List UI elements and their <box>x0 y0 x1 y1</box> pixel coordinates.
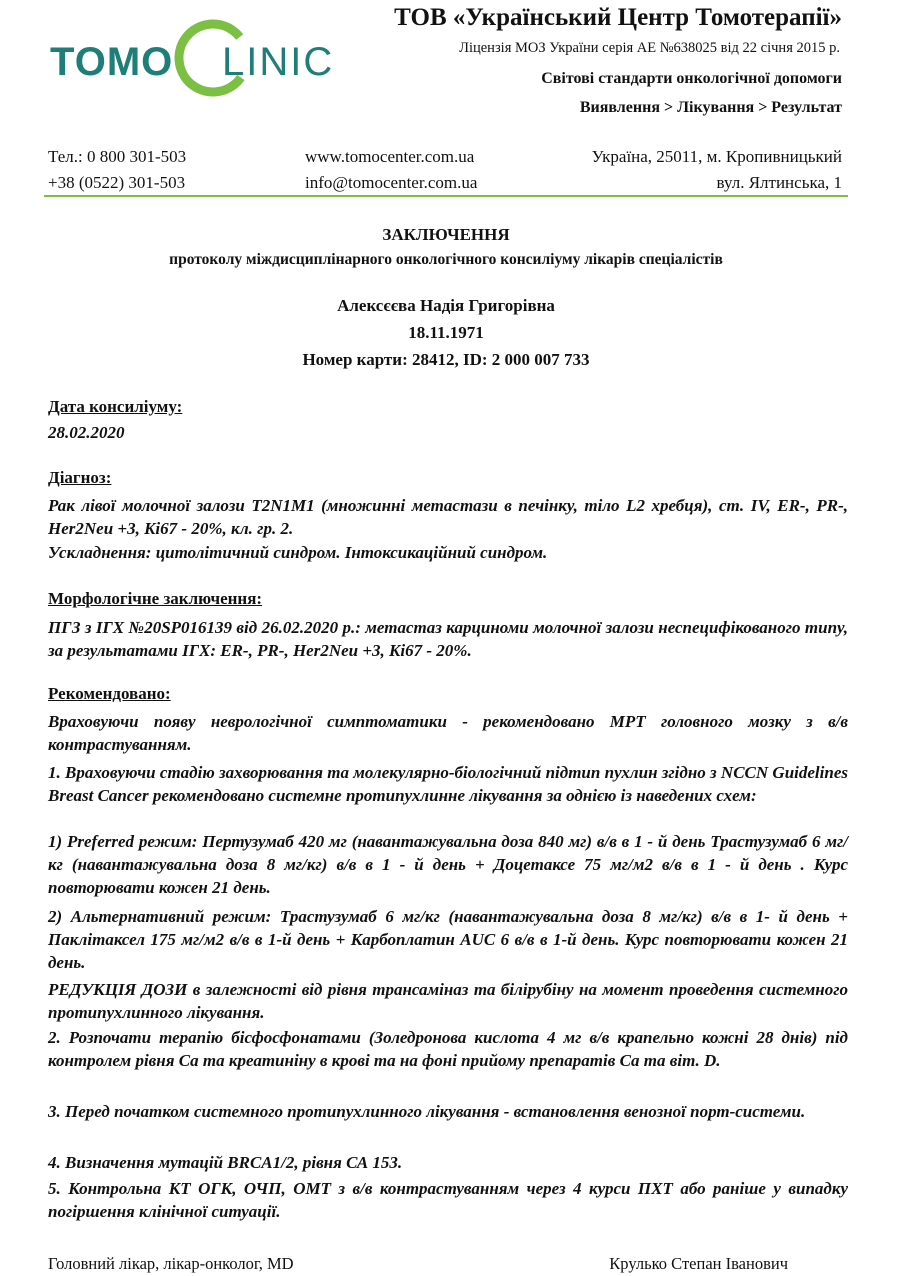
recommendation-item: 3. Перед початком системного протипухлинного лікування - встановлення венозної порт-системи. <box>48 1102 806 1121</box>
patient-card: Номер карти: 28412, ID: 2 000 007 733 <box>302 350 590 369</box>
signature-name: Крулько Степан Іванович <box>609 1254 788 1273</box>
complications-text: Ускладнення: цитолітичний синдром. Інтоксикаційний синдром. <box>48 543 548 562</box>
logo-text-left: TOMO <box>50 40 174 84</box>
address-line-1: Україна, 25011, м. Кропивницький <box>591 147 842 166</box>
diagnosis-text: Рак лівої молочної залози T2N1M1 (множинні метастази в печінку, тіло L2 хребця), ст. IV, ER-, PR-, Her2Neu +3, Ki67 - 20%, кл. гр. 2. <box>48 496 848 538</box>
website-link[interactable]: www.tomocenter.com.ua <box>305 147 475 166</box>
date-value: 28.02.2020 <box>48 423 125 442</box>
phone-secondary: +38 (0522) 301-503 <box>48 173 186 192</box>
recommendations-heading: Рекомендовано: <box>48 684 171 703</box>
document-subtitle: протоколу міждисциплінарного онкологічного консиліуму лікарів спеціалістів <box>169 251 723 268</box>
recommendation-item: Враховуючи появу неврологічної симптоматики - рекомендовано МРТ головного мозку з в/в контрастуванням. <box>48 712 848 754</box>
header-divider <box>44 195 848 197</box>
email-link[interactable]: info@tomocenter.com.ua <box>305 173 478 192</box>
date-heading: Дата консиліуму: <box>48 397 183 416</box>
recommendation-item: 2) Альтернативний режим: Трастузумаб 6 мг/кг (навантажувальна доза 8 мг/кг) в/в в 1- й день + Паклітаксел 175 мг/м2 в/в в 1-й день + Карбоплатин AUC 6 в/в в 1-й день. Курс повторювати кожен 21 день. <box>48 907 848 972</box>
patient-birth-date: 18.11.1971 <box>408 323 484 342</box>
steps-text: Виявлення > Лікування > Результат <box>579 99 842 116</box>
phone-primary: Тел.: 0 800 301-503 <box>48 147 187 166</box>
logo-text-right: LINIC <box>222 40 335 84</box>
recommendation-item: 4. Визначення мутацій BRCA1/2, рівня СА 153. <box>48 1153 403 1172</box>
address-line-2: вул. Ялтинська, 1 <box>716 173 842 192</box>
tomoclinic-logo <box>50 18 335 100</box>
document-title: ЗАКЛЮЧЕННЯ <box>382 225 510 244</box>
company-name: ТОВ «Український Центр Томотерапії» <box>394 4 842 31</box>
morphology-text: ПГЗ з ІГХ №20SP016139 від 26.02.2020 р.: метастаз карциноми молочної залози неспецифікованого типу, за результатами ІГХ: ER-, PR-, Her2Neu +3, Ki67 - 20%. <box>48 618 848 660</box>
recommendation-item: 1) Preferred режим: Пертузумаб 420 мг (навантажувальна доза 840 мг) в/в в 1 - й день Трастузумаб 6 мг/кг (навантажувальна доза 8 мг/кг) в/в в 1 - й день + Доцетаксе 75 мг/м2 в/в в 1 - й день . Курс повторювати кожен 21 день. <box>48 832 848 897</box>
recommendation-item: 1. Враховуючи стадію захворювання та молекулярно-біологічний підтип пухлин згідно з NCCN Guidelines Breast Cancer рекомендовано системне протипухлинне лікування за однією із наведених схем: <box>48 763 848 805</box>
recommendation-item: 2. Розпочати терапію бісфосфонатами (Золедронова кислота 4 мг в/в крапельно кожні 28 днів) під контролем рівня Са та креатиніну в крові та на фоні прийому препаратів Са та віт. D. <box>48 1028 848 1070</box>
signature-role: Головний лікар, лікар-онколог, MD <box>48 1254 294 1273</box>
patient-name: Алексєєва Надія Григорівна <box>337 296 555 315</box>
license-text: Ліцензія МОЗ України серія АЕ №638025 від 22 січня 2015 р. <box>459 40 840 56</box>
recommendation-item: РЕДУКЦІЯ ДОЗИ в залежності від рівня трансаміназ та білірубіну на момент проведення системного протипухлинного лікування. <box>48 980 848 1022</box>
recommendation-item: 5. Контрольна КТ ОГК, ОЧП, ОМТ з в/в контрастуванням через 4 курси ПХТ або раніше у випадку погіршення клінічної ситуації. <box>48 1179 848 1221</box>
morphology-heading: Морфологічне заключення: <box>48 589 263 608</box>
tagline: Світові стандарти онкологічної допомоги <box>541 70 842 87</box>
diagnosis-heading: Діагноз: <box>48 468 112 487</box>
